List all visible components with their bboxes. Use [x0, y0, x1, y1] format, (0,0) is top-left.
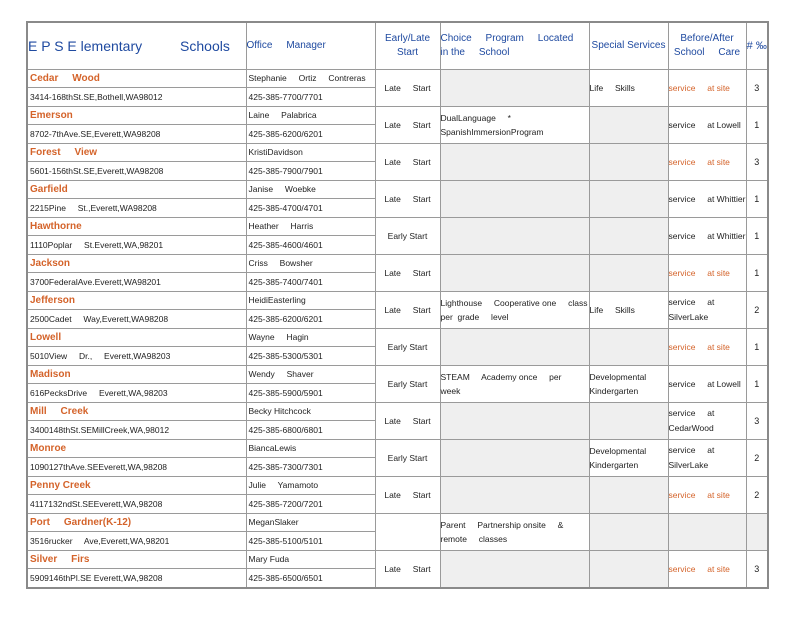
special-services [589, 514, 668, 551]
choice-program: Lighthouse Cooperative one class per grade level [440, 292, 589, 329]
before-after-care: service at site [668, 70, 746, 107]
before-after-care: service at Lowell [668, 366, 746, 403]
start-time: Early Start [375, 329, 440, 366]
school-cell [27, 551, 246, 589]
special-services [589, 477, 668, 514]
choice-program [440, 70, 589, 107]
school-name: Forest View [28, 144, 246, 162]
before-after-care: service at Whittier [668, 218, 746, 255]
header-choice-program: Choice Program Located in the School [440, 22, 589, 70]
school-cell [27, 329, 246, 366]
office-manager-name: Janise Woebke [247, 181, 375, 199]
special-services [589, 403, 668, 440]
before-after-care [668, 514, 746, 551]
school-name: Garfield [28, 181, 246, 199]
count-value: 2 [746, 477, 768, 514]
start-time: Late Start [375, 144, 440, 181]
start-time: Late Start [375, 70, 440, 107]
count-value: 3 [746, 144, 768, 181]
start-time: Late Start [375, 292, 440, 329]
school-cell [27, 440, 246, 477]
count-value: 1 [746, 181, 768, 218]
school-address: 5601-156thSt.SE,Everett,WA98208 [30, 166, 164, 176]
office-phone: 425-385-7700/7701 [248, 92, 323, 102]
office-phone: 425-385-7200/7201 [248, 499, 323, 509]
choice-program [440, 218, 589, 255]
school-cell [27, 181, 246, 218]
office-manager-name: Criss Bowsher [247, 255, 375, 273]
before-after-care: service at Whittier [668, 181, 746, 218]
office-phone: 425-385-5100/5101 [248, 536, 323, 546]
choice-program: Parent Partnership onsite & remote classes [440, 514, 589, 551]
office-phone: 425-385-5300/5301 [248, 351, 323, 361]
special-services [589, 181, 668, 218]
choice-program [440, 144, 589, 181]
table-row [27, 477, 768, 514]
office-phone: 425-385-5900/5901 [248, 388, 323, 398]
school-address: 2500Cadet Way,Everett,WA98208 [30, 314, 169, 324]
office-manager-name: Mary Fuda [247, 551, 375, 569]
special-services [589, 107, 668, 144]
header-special-services: Special Services [589, 22, 668, 70]
choice-program: DualLanguage * SpanishImmersionProgram [440, 107, 589, 144]
office-manager-name: HeidiEasterling [247, 292, 375, 310]
school-cell [27, 70, 246, 107]
office-manager-cell [246, 181, 375, 218]
special-services [589, 551, 668, 589]
office-manager-cell [246, 477, 375, 514]
school-cell [27, 255, 246, 292]
count-value: 2 [746, 292, 768, 329]
office-manager-cell [246, 255, 375, 292]
school-address: 616PecksDrive Everett,WA,98203 [30, 388, 168, 398]
table-row [27, 366, 768, 403]
count-value: 1 [746, 255, 768, 292]
title-left: E P S E lementary [28, 38, 143, 54]
office-manager-cell [246, 144, 375, 181]
count-value: 1 [746, 107, 768, 144]
before-after-care: service at site [668, 144, 746, 181]
office-manager-cell [246, 440, 375, 477]
special-services [589, 255, 668, 292]
count-value: 2 [746, 440, 768, 477]
table-title [27, 22, 246, 70]
special-services: Developmental Kindergarten [589, 366, 668, 403]
school-cell [27, 107, 246, 144]
school-name: Madison [28, 366, 246, 384]
count-value: 1 [746, 329, 768, 366]
start-time: Late Start [375, 477, 440, 514]
special-services [589, 329, 668, 366]
table-row [27, 440, 768, 477]
choice-program: STEAM Academy once per week [440, 366, 589, 403]
table-row [27, 514, 768, 551]
office-manager-cell [246, 70, 375, 107]
office-manager-name: KristiDavidson [247, 144, 375, 162]
count-value [746, 514, 768, 551]
office-manager-name: Laine Palabrica [247, 107, 375, 125]
school-name: Emerson [28, 107, 246, 125]
office-manager-name: Wayne Hagin [247, 329, 375, 347]
office-manager-name: Heather Harris [247, 218, 375, 236]
choice-program [440, 181, 589, 218]
table-row [27, 107, 768, 144]
choice-program [440, 255, 589, 292]
office-manager-cell [246, 514, 375, 551]
school-cell [27, 477, 246, 514]
choice-program [440, 551, 589, 589]
table-row [27, 181, 768, 218]
start-time: Late Start [375, 255, 440, 292]
school-address: 1090127thAve.SEEverett,WA,98208 [30, 462, 168, 472]
office-phone: 425-385-6800/6801 [248, 425, 323, 435]
school-name: Lowell [28, 329, 246, 347]
office-manager-name: Becky Hitchcock [247, 403, 375, 421]
special-services: Developmental Kindergarten [589, 440, 668, 477]
choice-program [440, 403, 589, 440]
special-services [589, 144, 668, 181]
table-row [27, 218, 768, 255]
office-manager-cell [246, 403, 375, 440]
start-time: Early Start [375, 218, 440, 255]
title-right: Schools [180, 38, 230, 54]
school-name: Jefferson [28, 292, 246, 310]
school-cell [27, 514, 246, 551]
school-cell [27, 366, 246, 403]
school-name: Hawthorne [28, 218, 246, 236]
school-cell [27, 144, 246, 181]
count-value: 3 [746, 551, 768, 589]
school-name: Monroe [28, 440, 246, 458]
office-phone: 425-385-6200/6201 [248, 129, 323, 139]
school-address: 1110Poplar St.Everett,WA,98201 [30, 240, 164, 250]
choice-program [440, 477, 589, 514]
office-phone: 425-385-6500/6501 [248, 573, 323, 583]
start-time: Late Start [375, 551, 440, 589]
header-count: # ‰ [746, 22, 768, 70]
before-after-care: service at SilverLake [668, 292, 746, 329]
start-time: Late Start [375, 403, 440, 440]
school-name: Port Gardner(K-12) [28, 514, 246, 532]
header-office-manager: Office Manager [246, 22, 375, 70]
before-after-care: service at site [668, 551, 746, 589]
school-address: 3400148thSt.SEMillCreek,WA,98012 [30, 425, 170, 435]
table-row [27, 551, 768, 589]
start-time: Late Start [375, 107, 440, 144]
office-manager-name: Stephanie Ortiz Contreras [247, 70, 375, 88]
office-phone: 425-385-4600/4601 [248, 240, 323, 250]
start-time [375, 514, 440, 551]
school-address: 3516rucker Ave,Everett,WA,98201 [30, 536, 170, 546]
school-address: 8702-7thAve.SE,Everett,WA98208 [30, 129, 161, 139]
school-address: 2215Pine St.,Everett,WA98208 [30, 203, 157, 213]
school-name: Jackson [28, 255, 246, 273]
office-phone: 425-385-4700/4701 [248, 203, 323, 213]
table-row [27, 292, 768, 329]
table-row [27, 70, 768, 107]
before-after-care: service at site [668, 329, 746, 366]
before-after-care: service at site [668, 477, 746, 514]
school-name: Cedar Wood [28, 70, 246, 88]
office-phone: 425-385-7900/7901 [248, 166, 323, 176]
office-manager-cell [246, 218, 375, 255]
office-phone: 425-385-7300/7301 [248, 462, 323, 472]
school-name: Mill Creek [28, 403, 246, 421]
office-manager-cell [246, 366, 375, 403]
office-manager-name: Julie Yamamoto [247, 477, 375, 495]
office-phone: 425-385-7400/7401 [248, 277, 323, 287]
school-address: 4117132ndSt.SEEverett,WA,98208 [30, 499, 163, 509]
choice-program [440, 440, 589, 477]
table-row [27, 403, 768, 440]
before-after-care: service at CedarWood [668, 403, 746, 440]
table-row [27, 255, 768, 292]
count-value: 1 [746, 218, 768, 255]
schools-table [26, 21, 769, 589]
school-address: 3700FederalAve.Everett,WA98201 [30, 277, 161, 287]
office-manager-name: Wendy Shaver [247, 366, 375, 384]
school-address: 5010View Dr., Everett,WA98203 [30, 351, 171, 361]
before-after-care: service at site [668, 255, 746, 292]
school-cell [27, 403, 246, 440]
table-row [27, 329, 768, 366]
office-phone: 425-385-6200/6201 [248, 314, 323, 324]
start-time: Late Start [375, 181, 440, 218]
count-value: 3 [746, 70, 768, 107]
count-value: 1 [746, 366, 768, 403]
school-address: 3414-168thSt.SE,Bothell,WA98012 [30, 92, 163, 102]
header-early-late-start: Early/Late Start [375, 22, 440, 70]
school-cell [27, 218, 246, 255]
before-after-care: service at Lowell [668, 107, 746, 144]
office-manager-cell [246, 329, 375, 366]
office-manager-name: MeganSlaker [247, 514, 375, 532]
choice-program [440, 329, 589, 366]
start-time: Early Start [375, 440, 440, 477]
before-after-care: service at SilverLake [668, 440, 746, 477]
office-manager-cell [246, 292, 375, 329]
special-services [589, 218, 668, 255]
start-time: Early Start [375, 366, 440, 403]
header-before-after-care: Before/After School Care [668, 22, 746, 70]
special-services: Life Skills [589, 70, 668, 107]
table-row [27, 144, 768, 181]
office-manager-cell [246, 107, 375, 144]
office-manager-cell [246, 551, 375, 589]
school-name: Silver Firs [28, 551, 246, 569]
school-address: 5909146thPl.SE Everett,WA,98208 [30, 573, 163, 583]
school-name: Penny Creek [28, 477, 246, 495]
office-manager-name: BiancaLewis [247, 440, 375, 458]
count-value: 3 [746, 403, 768, 440]
school-cell [27, 292, 246, 329]
special-services: Life Skills [589, 292, 668, 329]
